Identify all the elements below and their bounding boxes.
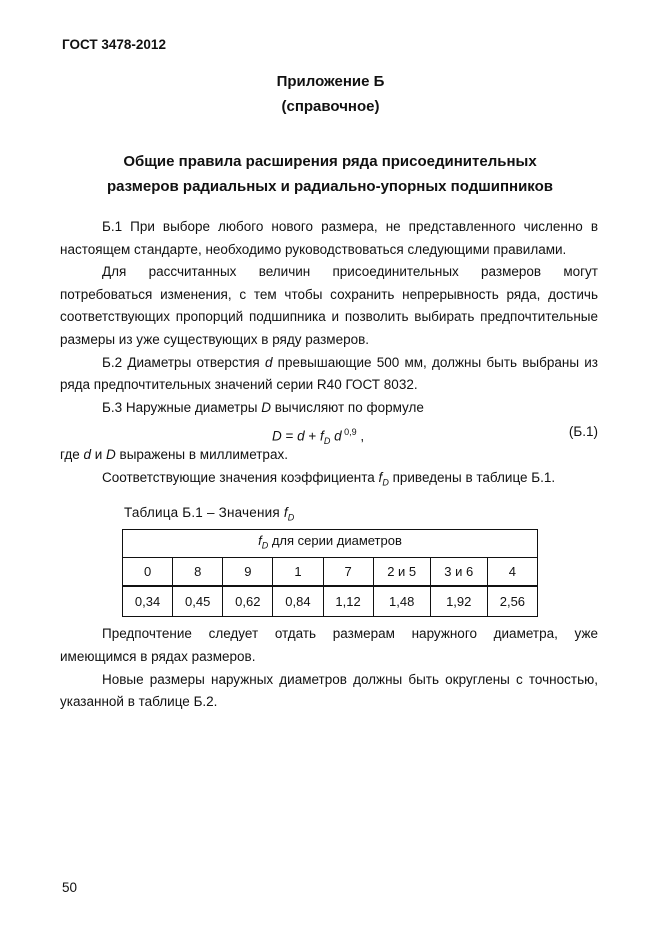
appendix-subtitle: (справочное) bbox=[281, 98, 380, 115]
paragraph-b3-pre: Б.3 Наружные диаметры bbox=[102, 399, 262, 415]
section-title-line-1: Общие правила расширения ряда присоединительных bbox=[123, 153, 537, 170]
series-cell: 0 bbox=[123, 558, 173, 587]
series-cell: 1 bbox=[273, 558, 323, 587]
formula-d1: d bbox=[297, 428, 305, 444]
table-caption-pre: Таблица Б.1 – Значения bbox=[124, 505, 284, 521]
series-cell: 7 bbox=[323, 558, 373, 587]
formula-b1 bbox=[272, 421, 364, 453]
formula-f: f bbox=[320, 428, 324, 444]
coefficient-table bbox=[122, 529, 538, 617]
table-header-f: f bbox=[258, 533, 262, 549]
formula-row bbox=[60, 419, 598, 447]
page-number: 50 bbox=[62, 880, 78, 895]
paragraph-where-pre: где bbox=[60, 447, 84, 463]
paragraph-b2 bbox=[60, 352, 598, 397]
formula-lhs: D bbox=[272, 428, 282, 444]
paragraph-b1: Б.1 При выборе любого нового размера, не представленного численно в настоящем стандарте, необходимо руководствоваться следующими правилами. bbox=[60, 219, 598, 257]
series-cell: 3 и 6 bbox=[430, 558, 487, 587]
paragraph-b2-pre: Б.2 Диаметры отверстия bbox=[102, 354, 265, 370]
paragraph-rounding: Новые размеры наружных диаметров должны быть округлены с точностью, указанной в таблице Б.2. bbox=[60, 671, 598, 710]
formula-f-sub: D bbox=[323, 436, 331, 447]
formula-plus: + bbox=[304, 428, 321, 444]
series-cell: 4 bbox=[487, 558, 537, 587]
document-code: ГОСТ 3478-2012 bbox=[62, 37, 166, 52]
formula-eq: = bbox=[281, 428, 298, 444]
value-cell: 1,92 bbox=[430, 586, 487, 617]
formula-trail: , bbox=[356, 428, 365, 444]
body-text bbox=[60, 216, 598, 714]
appendix-title: Приложение Б bbox=[276, 73, 385, 90]
paragraph-preference: Предпочтение следует отдать размерам наружного диаметра, уже имеющимся в рядах размеров. bbox=[60, 626, 598, 664]
paragraph-coefficient-post: приведены в таблице Б.1. bbox=[388, 469, 556, 485]
table-caption-f-sub: D bbox=[287, 512, 295, 523]
var-d: d bbox=[264, 354, 273, 370]
paragraph-where-post: выражены в миллиметрах. bbox=[115, 447, 288, 463]
table-header-row bbox=[123, 530, 538, 558]
coef-f: f bbox=[378, 469, 383, 485]
value-cell: 0,62 bbox=[223, 586, 273, 617]
value-cell: 0,34 bbox=[123, 586, 173, 617]
series-cell: 2 и 5 bbox=[373, 558, 430, 587]
value-cell: 0,45 bbox=[173, 586, 223, 617]
series-cell: 9 bbox=[223, 558, 273, 587]
var-D-where: D bbox=[106, 447, 116, 463]
value-cell: 1,12 bbox=[323, 586, 373, 617]
table-caption-f: f bbox=[283, 505, 288, 521]
section-title bbox=[60, 150, 600, 199]
equation-number: (Б.1) bbox=[568, 424, 598, 440]
paragraph-b3-post: вычисляют по формуле bbox=[271, 399, 424, 415]
table-header-cell bbox=[123, 530, 538, 558]
value-cell: 0,84 bbox=[273, 586, 323, 617]
table-header-f-sub: D bbox=[261, 540, 269, 551]
table-caption bbox=[124, 499, 598, 529]
paragraph-b2-post: превышающие 500 мм, должны быть выбраны из ряда предпочтительных значений серии R40 ГОСТ 8032. bbox=[60, 354, 599, 393]
table-series-row bbox=[123, 558, 538, 587]
paragraph-adjustments: Для рассчитанных величин присоединительных размеров могут потребоваться изменения, с тем чтобы сохранить непрерывность ряда, достичь соответствующих пропорций подшипника и позволить выбирать предпочтительные размеры из уже существующих в ряду размеров. bbox=[60, 264, 598, 347]
paragraph-coefficient-pre: Соответствующие значения коэффициента bbox=[102, 469, 379, 485]
paragraph-b3 bbox=[60, 397, 598, 420]
formula-d2: d bbox=[330, 428, 342, 444]
table-header-text: для серии диаметров bbox=[268, 533, 402, 549]
table-values-row bbox=[123, 586, 538, 617]
paragraph-where-mid: и bbox=[90, 447, 107, 463]
var-d-where: d bbox=[83, 447, 91, 463]
paragraph-coefficient bbox=[60, 467, 598, 494]
coef-f-sub: D bbox=[382, 477, 389, 488]
value-cell: 1,48 bbox=[373, 586, 430, 617]
section-title-line-2: размеров радиальных и радиально-упорных подшипников bbox=[106, 177, 553, 195]
var-D: D bbox=[261, 399, 271, 415]
value-cell: 2,56 bbox=[487, 586, 537, 617]
formula-exp: 0,9 bbox=[341, 427, 357, 438]
series-cell: 8 bbox=[173, 558, 223, 587]
